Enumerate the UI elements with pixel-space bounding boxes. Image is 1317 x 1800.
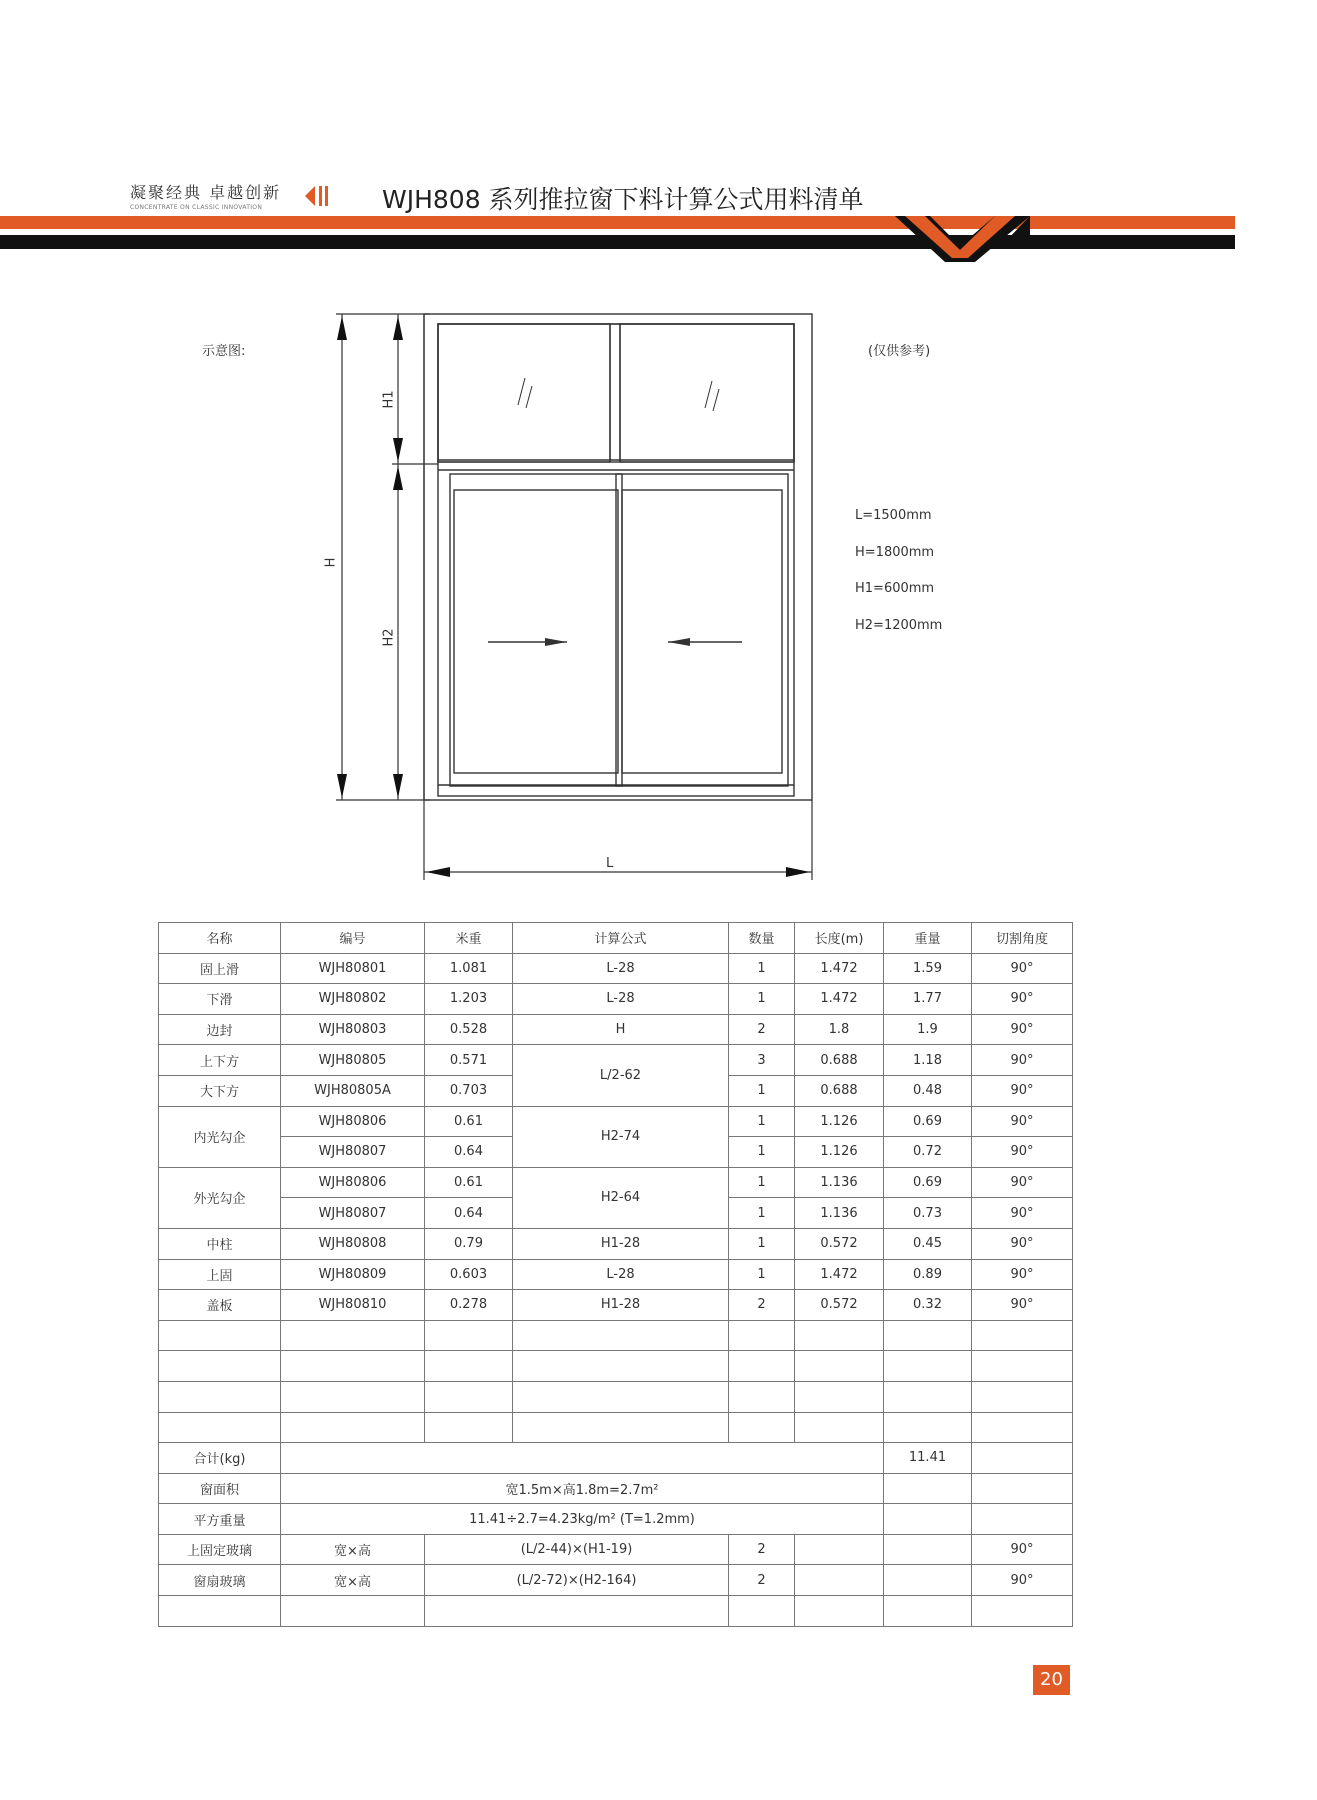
cell-meter-weight: 0.79 (425, 1228, 513, 1259)
cell-name: 外光勾企 (159, 1167, 281, 1228)
cell-weight: 0.48 (884, 1075, 972, 1106)
total-row (159, 1443, 1073, 1474)
total-label: 合计(kg) (159, 1443, 281, 1474)
cell-quantity: 2 (729, 1014, 795, 1045)
cell-angle: 90° (972, 1290, 1073, 1321)
area-row (159, 1473, 1073, 1504)
cell-formula: H1-28 (513, 1228, 729, 1259)
cell-length: 1.136 (795, 1198, 884, 1229)
cell-meter-weight: 0.278 (425, 1290, 513, 1321)
cell-code: WJH80808 (281, 1228, 425, 1259)
cell-meter-weight: 0.64 (425, 1137, 513, 1168)
cell-weight: 0.73 (884, 1198, 972, 1229)
header-name: 名称 (159, 923, 281, 954)
spec-h2: H2=1200mm (855, 617, 943, 633)
cell-code: WJH80810 (281, 1290, 425, 1321)
cell-name: 下滑 (159, 984, 281, 1015)
diagram-label: 示意图: (202, 344, 246, 359)
cell-quantity: 1 (729, 1259, 795, 1290)
cell-angle: 90° (972, 1137, 1073, 1168)
cell-code: WJH80802 (281, 984, 425, 1015)
cell-code: WJH80805 (281, 1045, 425, 1076)
cell-weight: 0.72 (884, 1137, 972, 1168)
cell-quantity: 1 (729, 953, 795, 984)
cell-name: 中柱 (159, 1228, 281, 1259)
empty-row (159, 1596, 1073, 1627)
cell-length: 0.688 (795, 1075, 884, 1106)
cell-quantity: 1 (729, 984, 795, 1015)
glass-quantity: 2 (729, 1534, 795, 1565)
spec-height: H=1800mm (855, 544, 935, 560)
cell-formula: H2-74 (513, 1106, 729, 1167)
material-table (158, 922, 1073, 1627)
cell-formula: L-28 (513, 984, 729, 1015)
cell-meter-weight: 0.603 (425, 1259, 513, 1290)
cell-quantity: 2 (729, 1290, 795, 1321)
glass-quantity: 2 (729, 1565, 795, 1596)
glass-row (159, 1534, 1073, 1565)
cell-length: 0.572 (795, 1228, 884, 1259)
glass-spec: 宽×高 (281, 1534, 425, 1565)
header-angle: 切割角度 (972, 923, 1073, 954)
area-label: 窗面积 (159, 1473, 281, 1504)
cell-name: 内光勾企 (159, 1106, 281, 1167)
glass-name: 窗扇玻璃 (159, 1565, 281, 1596)
cell-weight: 0.32 (884, 1290, 972, 1321)
cell-name: 大下方 (159, 1075, 281, 1106)
header-code: 编号 (281, 923, 425, 954)
cell-angle: 90° (972, 1259, 1073, 1290)
glass-formula: (L/2-72)×(H2-164) (425, 1565, 729, 1596)
glass-angle: 90° (972, 1534, 1073, 1565)
cell-formula: L/2-62 (513, 1045, 729, 1106)
cell-angle: 90° (972, 1198, 1073, 1229)
cell-angle: 90° (972, 1075, 1073, 1106)
cell-code: WJH80809 (281, 1259, 425, 1290)
cell-angle: 90° (972, 984, 1073, 1015)
glass-name: 上固定玻璃 (159, 1534, 281, 1565)
cell-length: 0.572 (795, 1290, 884, 1321)
cell-weight: 0.69 (884, 1167, 972, 1198)
table-row (159, 1290, 1073, 1321)
cell-formula: H (513, 1014, 729, 1045)
cell-weight: 0.45 (884, 1228, 972, 1259)
cell-name: 边封 (159, 1014, 281, 1045)
header-formula: 计算公式 (513, 923, 729, 954)
cell-meter-weight: 0.61 (425, 1106, 513, 1137)
cell-code: WJH80801 (281, 953, 425, 984)
cell-name: 上下方 (159, 1045, 281, 1076)
cell-angle: 90° (972, 1106, 1073, 1137)
area-value: 宽1.5m×高1.8m=2.7m² (281, 1473, 884, 1504)
empty-row (159, 1381, 1073, 1412)
unit-weight-row (159, 1504, 1073, 1535)
cell-quantity: 1 (729, 1106, 795, 1137)
page-number: 20 (1033, 1665, 1070, 1695)
table-row (159, 1045, 1073, 1076)
cell-name: 固上滑 (159, 953, 281, 984)
cell-code: WJH80807 (281, 1137, 425, 1168)
header-length: 长度(m) (795, 923, 884, 954)
cell-angle: 90° (972, 953, 1073, 984)
cell-meter-weight: 0.703 (425, 1075, 513, 1106)
cell-weight: 1.18 (884, 1045, 972, 1076)
cell-length: 1.472 (795, 1259, 884, 1290)
dim-label-h: H (323, 557, 339, 568)
table-row (159, 953, 1073, 984)
cell-quantity: 1 (729, 1137, 795, 1168)
empty-row (159, 1320, 1073, 1351)
spec-length: L=1500mm (855, 508, 932, 523)
header-quantity: 数量 (729, 923, 795, 954)
cell-quantity: 1 (729, 1228, 795, 1259)
glass-formula: (L/2-44)×(H1-19) (425, 1534, 729, 1565)
table-row (159, 1228, 1073, 1259)
cell-weight: 1.9 (884, 1014, 972, 1045)
cell-length: 1.136 (795, 1167, 884, 1198)
dim-label-l: L (606, 856, 614, 871)
cell-code: WJH80805A (281, 1075, 425, 1106)
cell-weight: 1.77 (884, 984, 972, 1015)
header-weight: 重量 (884, 923, 972, 954)
cell-length: 0.688 (795, 1045, 884, 1076)
cell-name: 盖板 (159, 1290, 281, 1321)
empty-row (159, 1351, 1073, 1382)
glass-spec: 宽×高 (281, 1565, 425, 1596)
dim-label-h2: H2 (381, 628, 397, 647)
cell-length: 1.472 (795, 984, 884, 1015)
cell-name: 上固 (159, 1259, 281, 1290)
empty-row (159, 1412, 1073, 1443)
cell-length: 1.472 (795, 953, 884, 984)
cell-meter-weight: 1.203 (425, 984, 513, 1015)
page-title: WJH808 系列推拉窗下料计算公式用料清单 (382, 185, 864, 214)
cell-length: 1.126 (795, 1106, 884, 1137)
brand-arrow-icon (305, 186, 333, 206)
cell-formula: H1-28 (513, 1290, 729, 1321)
cell-code: WJH80806 (281, 1167, 425, 1198)
unit-weight-value: 11.41÷2.7=4.23kg/m² (T=1.2mm) (281, 1504, 884, 1535)
spec-h1: H1=600mm (855, 581, 935, 596)
brand-slogan: 凝聚经典 卓越创新 (130, 183, 282, 202)
dim-label-h1: H1 (381, 390, 397, 409)
cell-meter-weight: 0.64 (425, 1198, 513, 1229)
glass-angle: 90° (972, 1565, 1073, 1596)
table-row (159, 1014, 1073, 1045)
cell-meter-weight: 0.61 (425, 1167, 513, 1198)
reference-note: (仅供参考) (868, 344, 931, 359)
cell-quantity: 1 (729, 1198, 795, 1229)
cell-formula: L-28 (513, 1259, 729, 1290)
table-row (159, 1106, 1073, 1137)
cell-meter-weight: 0.571 (425, 1045, 513, 1076)
table-row (159, 1259, 1073, 1290)
header-band (0, 210, 1317, 270)
cell-weight: 1.59 (884, 953, 972, 984)
cell-code: WJH80807 (281, 1198, 425, 1229)
cell-angle: 90° (972, 1167, 1073, 1198)
cell-meter-weight: 1.081 (425, 953, 513, 984)
unit-weight-label: 平方重量 (159, 1504, 281, 1535)
cell-meter-weight: 0.528 (425, 1014, 513, 1045)
cell-code: WJH80803 (281, 1014, 425, 1045)
glass-row (159, 1565, 1073, 1596)
cell-code: WJH80806 (281, 1106, 425, 1137)
cell-weight: 0.69 (884, 1106, 972, 1137)
cell-length: 1.8 (795, 1014, 884, 1045)
table-row (159, 984, 1073, 1015)
window-diagram (320, 300, 840, 900)
table-header-row (159, 923, 1073, 954)
table-row (159, 1167, 1073, 1198)
cell-formula: H2-64 (513, 1167, 729, 1228)
header-meter-weight: 米重 (425, 923, 513, 954)
cell-length: 1.126 (795, 1137, 884, 1168)
cell-angle: 90° (972, 1228, 1073, 1259)
cell-angle: 90° (972, 1045, 1073, 1076)
cell-angle: 90° (972, 1014, 1073, 1045)
cell-quantity: 1 (729, 1167, 795, 1198)
cell-quantity: 3 (729, 1045, 795, 1076)
total-value: 11.41 (884, 1443, 972, 1474)
dimension-specs (855, 498, 942, 644)
cell-formula: L-28 (513, 953, 729, 984)
cell-quantity: 1 (729, 1075, 795, 1106)
brand-slogan-en: CONCENTRATE ON CLASSIC INNOVATION (130, 204, 263, 211)
cell-weight: 0.89 (884, 1259, 972, 1290)
